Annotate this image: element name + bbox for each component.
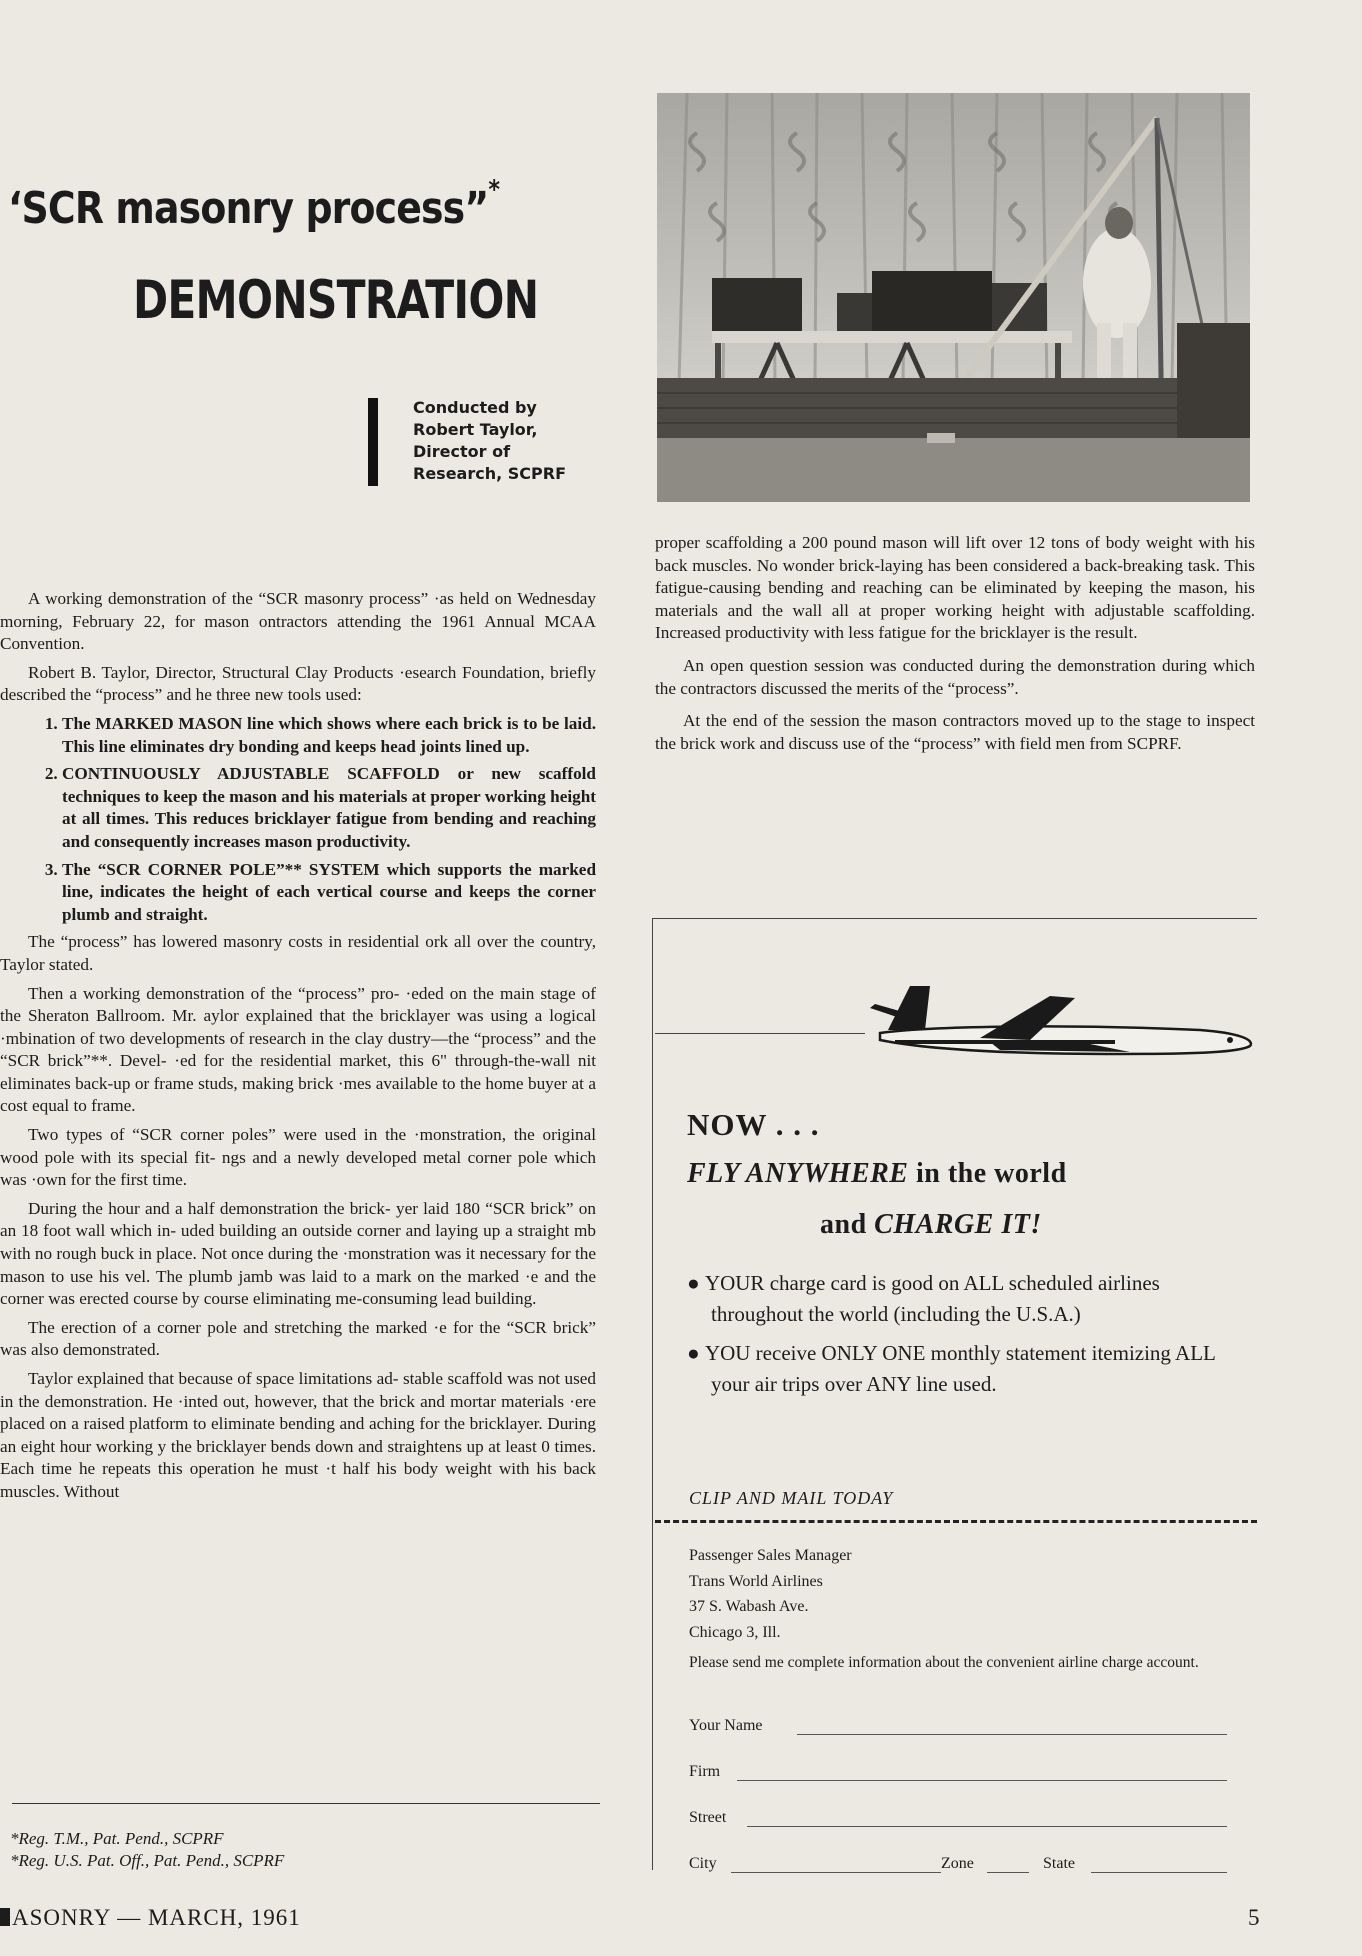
name-label: Your Name bbox=[689, 1717, 763, 1734]
firm-line[interactable] bbox=[737, 1780, 1227, 1781]
list-item: ● YOU receive ONLY ONE monthly statement itemizing ALL your air trips over ANY line used. bbox=[687, 1341, 1216, 1396]
street-label: Street bbox=[689, 1809, 727, 1826]
firm-field[interactable] bbox=[689, 1763, 1229, 1809]
zone-line[interactable] bbox=[987, 1872, 1029, 1873]
article-paragraph: Then a working demonstration of the “process” pro- ·eded on the main stage of the Sheraton Ballroom. Mr. aylor explained that the bricklayer was using a logical ·mbination of two developments of research in the clay dustry—the “process” and the “SCR brick”**. Devel- ·ed for the residential market, this 6" through-the-wall nit eliminates back-up or frame studs, making brick ·mes available to the home buyer at a cost equal to frame. bbox=[0, 983, 596, 1116]
article-paragraph: The “process” has lowered masonry costs in residential ork all over the country, Taylor stated. bbox=[0, 932, 596, 974]
article-paragraph: proper scaffolding a 200 pound mason will lift over 12 tons of body weight with his back muscles. No wonder brick-laying has been considered a back-breaking task. This fatigue-causing bending and reaching can be eliminated by keeping the mason, his materials and the wall all at proper working height with adjustable scaffolding. Increased productivity with less fatigue for the bricklayer is the result. bbox=[655, 533, 1255, 643]
coupon-form bbox=[689, 1717, 1229, 1901]
city-line[interactable] bbox=[731, 1872, 941, 1873]
coupon-request-text: Please send me complete information about the convenient airline charge account. bbox=[689, 1654, 1199, 1671]
name-line[interactable] bbox=[797, 1734, 1227, 1735]
article-paragraph: At the end of the session the mason contractors moved up to the stage to inspect the brick work and discuss use of the “process” with field men from SCPRF. bbox=[655, 711, 1255, 753]
demonstration-photo bbox=[657, 93, 1250, 502]
ad-headline-charge: and CHARGE IT! bbox=[820, 1209, 1042, 1240]
coupon-cut-line bbox=[655, 1520, 1257, 1523]
street-line[interactable] bbox=[747, 1826, 1227, 1827]
ad-bullets bbox=[687, 1268, 1232, 1408]
state-label: State bbox=[1043, 1855, 1075, 1872]
article-paragraph: The erection of a corner pole and stretching the marked ·e for the “SCR brick” was also demonstrated. bbox=[0, 1317, 596, 1360]
state-line[interactable] bbox=[1091, 1872, 1227, 1873]
article-title-line2: DEMONSTRATION bbox=[133, 270, 539, 331]
article-right-column bbox=[655, 532, 1255, 765]
article-title-line1: ‘SCR masonry process”* bbox=[8, 175, 500, 234]
magazine-footer: ASONRY — MARCH, 1961 bbox=[0, 1905, 301, 1931]
list-item: ● YOUR charge card is good on ALL scheduled airlines throughout the world (including the U.S.A.) bbox=[687, 1271, 1160, 1326]
footnote-divider bbox=[12, 1803, 600, 1804]
city-label: City bbox=[689, 1855, 717, 1872]
article-paragraph: A working demonstration of the “SCR masonry process” ·as held on Wednesday morning, February 22, for mason ontractors attending the 1961 Annual MCAA Convention. bbox=[0, 589, 596, 654]
demonstration-photo-illustration bbox=[657, 93, 1250, 502]
article-paragraph: Taylor explained that because of space limitations ad- stable scaffold was not used in the demonstration. He ·inted out, however, that the brick and mortar materials ·ere placed on a raised platform to eliminate bending and aching for the bricklayer. During an eight hour working y the bricklayer bends down and straightens up at least 0 times. Each time he repeats this operation he must ·t half his body weight with his back muscles. Without bbox=[0, 1369, 596, 1501]
ad-clip-label: CLIP AND MAIL TODAY bbox=[689, 1488, 894, 1508]
name-field[interactable] bbox=[689, 1717, 1229, 1763]
byline-bar bbox=[368, 398, 378, 486]
page-number: 5 bbox=[1248, 1905, 1260, 1930]
list-item: 2. CONTINUOUSLY ADJUSTABLE SCAFFOLD or new scaffold techniques to keep the mason and his materials at proper working height at all times. This reduces bricklayer fatigue from bending and reaching and consequently increases mason productivity. bbox=[62, 763, 596, 853]
article-paragraph: An open question session was conducted during the demonstration during which the contractors discussed the merits of the “process”. bbox=[655, 655, 1255, 698]
ad-border-left bbox=[652, 918, 653, 1870]
article-left-column bbox=[0, 588, 596, 1510]
bullet-icon: ● bbox=[687, 1341, 705, 1365]
svg-text:TWA: TWA bbox=[896, 1031, 921, 1043]
byline: Conducted by Robert Taylor, Director of Research, SCPRF bbox=[413, 398, 566, 483]
firm-label: Firm bbox=[689, 1763, 721, 1780]
ad-divider bbox=[655, 1033, 865, 1034]
article-paragraph: Two types of “SCR corner poles” were used in the ·monstration, the original wood pole with its special fit- ngs and a newly developed metal corner pole which was ·own for the first time. bbox=[0, 1125, 596, 1190]
airplane-icon bbox=[870, 978, 1255, 1078]
ad-headline-now: NOW . . . bbox=[687, 1107, 820, 1142]
zone-label: Zone bbox=[941, 1855, 974, 1872]
bullet-icon: ● bbox=[687, 1271, 705, 1295]
footnotes: *Reg. T.M., Pat. Pend., SCPRF *Reg. U.S. Pat. Off., Pat. Pend., SCPRF bbox=[10, 1829, 285, 1870]
ad-headline-fly: FLY ANYWHERE in the world bbox=[687, 1158, 1067, 1189]
article-paragraph: Robert B. Taylor, Director, Structural Clay Products ·esearch Foundation, briefly described the “process” and he three new tools used: bbox=[0, 662, 596, 705]
ad-border-top bbox=[652, 918, 1257, 919]
footer-mark bbox=[0, 1908, 10, 1926]
coupon-address: Passenger Sales Manager Trans World Airlines 37 S. Wabash Ave. Chicago 3, Ill. bbox=[689, 1547, 852, 1641]
list-item: 3. The “SCR CORNER POLE”** SYSTEM which supports the marked line, indicates the height of each vertical course and keeps the corner plumb and straight. bbox=[62, 859, 596, 927]
article-paragraph: During the hour and a half demonstration the brick- yer laid 180 “SCR brick” on an 18 foot wall which in- uded building an outside corner and laying up a straight mb with no rough buck in place. Not once during the ·monstration was it necessary for the mason to use his vel. The plumb jamb was laid to a mark on the marked ·e and the corner was erected course by course eliminating me-consuming lead building. bbox=[0, 1198, 596, 1309]
tools-list bbox=[0, 713, 596, 926]
city-zone-state-field[interactable] bbox=[689, 1855, 1229, 1901]
list-item: 1. The MARKED MASON line which shows where each brick is to be laid. This line eliminates dry bonding and keeps head joints lined up. bbox=[62, 713, 596, 758]
street-field[interactable] bbox=[689, 1809, 1229, 1855]
